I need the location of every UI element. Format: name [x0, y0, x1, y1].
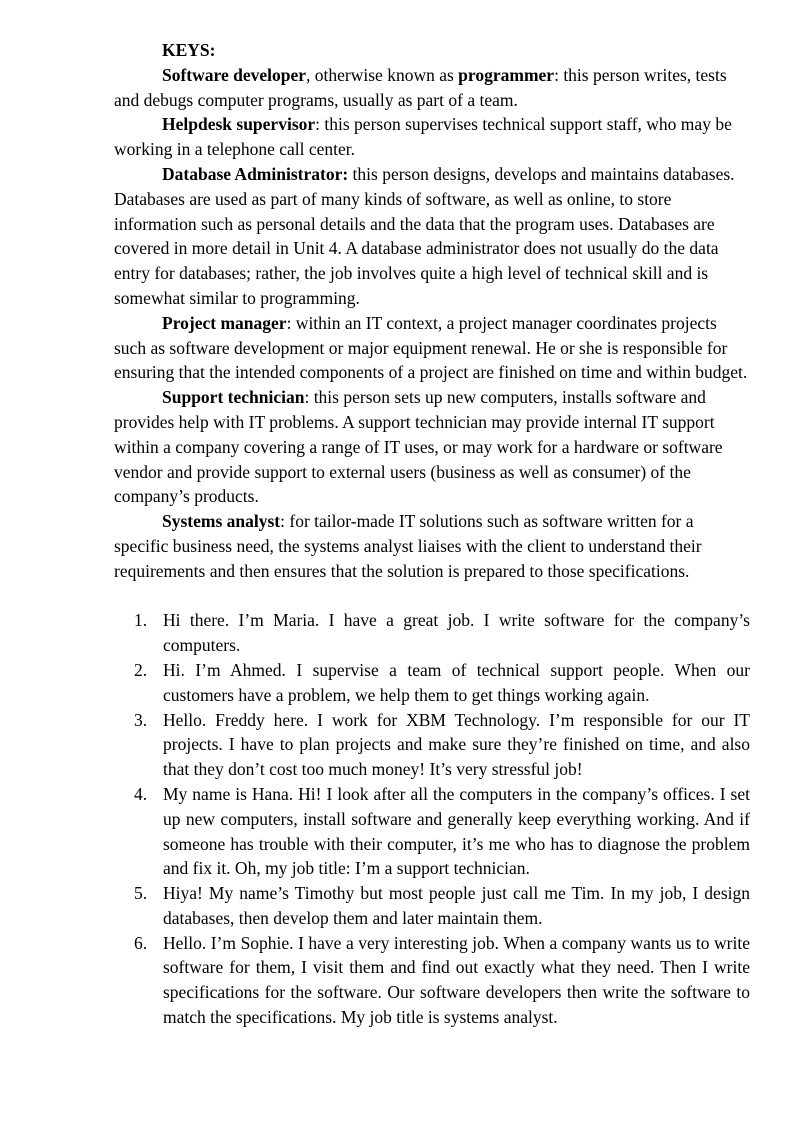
list-item: [114, 931, 750, 1030]
list-number: 3.: [134, 709, 148, 730]
definition-term: Software developer: [162, 64, 307, 85]
definition-systems-analyst: [114, 509, 750, 583]
definition-helpdesk-supervisor: [114, 112, 750, 162]
list-text: Hiya! My name’s Timothy but most people just call me Tim. In my job, I design databases, then develop them and later maintain them.: [163, 883, 750, 928]
list-text: Hello. I’m Sophie. I have a very interesting job. When a company wants us to write software for them, I visit them and find out exactly what they need. Then I write specifications for the software. Our software developers then write the software to match the specifications. My job title is systems analyst.: [163, 932, 750, 1028]
list-item: [114, 658, 750, 708]
definition-term-alt: programmer: [458, 64, 555, 85]
list-number: 6.: [134, 932, 148, 953]
definition-software-developer: [114, 63, 750, 113]
list-item: [114, 782, 750, 881]
list-item: [114, 608, 750, 658]
list-item: [114, 708, 750, 782]
definition-text: : this person writes, tests and debugs computer programs, usually as part of a team.: [114, 64, 727, 110]
definition-text: : this person sets up new computers, installs software and provides help with IT problems. A support technician may provide internal IT support within a company covering a range of IT uses, or may work for a hardware or software vendor and provide support to external users (business as well as consumer) of the company’s products.: [114, 387, 723, 507]
definition-term: Helpdesk supervisor: [162, 114, 316, 135]
list-number: 1.: [134, 610, 148, 631]
definition-support-technician: [114, 385, 750, 509]
list-number: 4.: [134, 783, 148, 804]
document-page: [114, 38, 750, 1030]
definition-term: Support technician: [162, 387, 305, 408]
statement-list: [114, 608, 750, 1030]
list-item: [114, 881, 750, 931]
list-text: Hi. I’m Ahmed. I supervise a team of technical support people. When our customers have a problem, we help them to get things working again.: [163, 659, 750, 705]
list-text: Hello. Freddy here. I work for XBM Technology. I’m responsible for our IT projects. I have to plan projects and make sure they’re finished on time, and also that they don’t cost too much money! It’s very stressful job!: [163, 709, 750, 780]
definition-text: : for tailor-made IT solutions such as software written for a specific business need, the systems analyst liaises with the client to understand their requirements and then ensures that the solution is prepared to those specifications.: [114, 511, 702, 581]
list-text: My name is Hana. Hi! I look after all the computers in the company’s offices. I set up new computers, install software and generally keep everything working. And if someone has trouble with their computer, it’s me who has to diagnose the problem and fix it. Oh, my job title: I’m a support technician.: [163, 783, 750, 879]
definition-project-manager: [114, 311, 750, 385]
definition-term: Project manager: [162, 312, 287, 333]
list-number: 5.: [134, 883, 148, 904]
list-number: 2.: [134, 659, 148, 680]
keys-heading: KEYS:: [162, 40, 216, 60]
definition-text: : within an IT context, a project manager coordinates projects such as software development or major equipment renewal. He or she is responsible for ensuring that the intended components of a project are finished on time and within budget.: [114, 312, 748, 383]
definition-database-administrator: [114, 162, 750, 311]
definition-connector: , otherwise known as: [306, 64, 459, 85]
definition-term: Systems analyst: [162, 511, 281, 532]
definition-text: : this person supervises technical support staff, who may be working in a telephone call center.: [114, 114, 732, 160]
definition-text: this person designs, develops and maintains databases. Databases are used as part of many kinds of software, as well as online, to store information such as personal details and the data that the program uses. Databases are covered in more detail in Unit 4. A database administrator does not usually do the data entry for databases; rather, the job involves quite a high level of technical skill and is somewhat similar to programming.: [114, 163, 735, 308]
definition-term: Database Administrator:: [162, 163, 349, 184]
list-text: Hi there. I’m Maria. I have a great job. I write software for the company’s computers.: [163, 610, 750, 656]
